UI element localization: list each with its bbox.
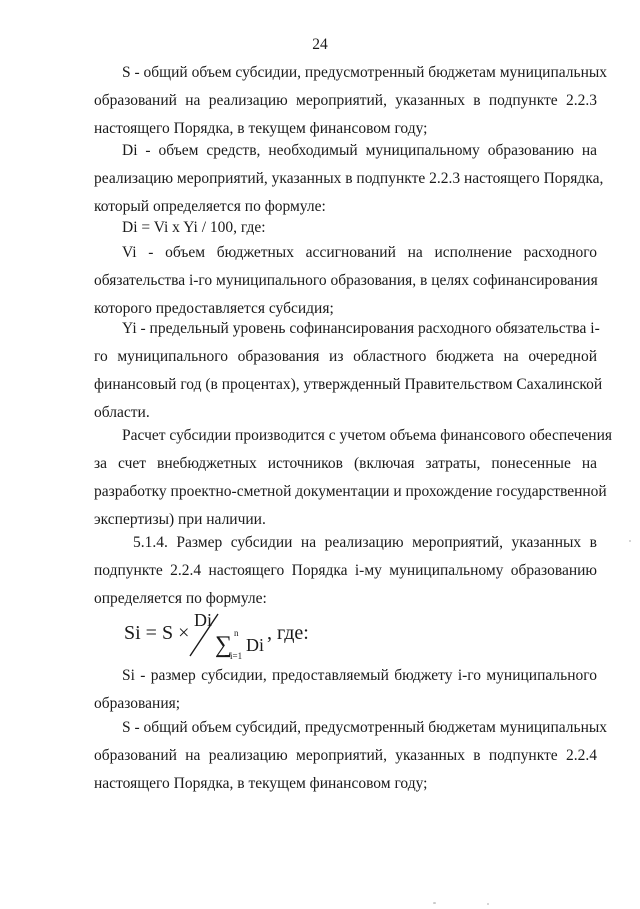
- text-line: Расчет субсидии производится с учетом объема финансового обеспечения: [122, 427, 613, 444]
- text-line: подпункте 2.2.4 настоящего Порядка i-му муниципальному образованию: [94, 562, 597, 579]
- text-line: реализацию мероприятий, указанных в подпункте 2.2.3 настоящего Порядка,: [94, 170, 604, 187]
- paragraph-di-definition: [94, 137, 604, 221]
- page-number: 24: [312, 36, 328, 53]
- paragraph-s-definition-2-2-3: [94, 59, 608, 143]
- paragraph-s-definition-2-2-4: [94, 714, 608, 798]
- text-line: обязательства i-го муниципального образования, в целях софинансирования: [94, 272, 598, 289]
- text-line: образования;: [94, 695, 181, 712]
- formula-denominator: Di: [246, 635, 264, 655]
- formula-sum-symbol: ∑: [215, 632, 233, 658]
- text-line: которого предоставляется субсидия;: [94, 300, 334, 317]
- formula-numerator: Di: [194, 610, 212, 630]
- paragraph-subsidy-calculation: [94, 422, 613, 534]
- text-line: настоящего Порядка, в текущем финансовом году;: [94, 120, 428, 137]
- text-line: S - общий объем субсидий, предусмотренный бюджетам муниципальных: [122, 719, 608, 736]
- text-line: 5.1.4. Размер субсидии на реализацию мероприятий, указанных в: [133, 534, 597, 551]
- formula-suffix: , где:: [267, 622, 309, 644]
- text-line: настоящего Порядка, в текущем финансовом году;: [94, 775, 428, 792]
- paragraph-si-definition: [94, 662, 597, 718]
- text-line: Yi - предельный уровень софинансирования расходного обязательства i-: [122, 320, 600, 337]
- si-formula-graphic: [124, 606, 354, 664]
- formula-sum-upper: n: [234, 628, 239, 638]
- scan-speck: [487, 903, 489, 905]
- si-formula: [124, 606, 354, 664]
- text-line: который определяется по формуле:: [94, 198, 326, 215]
- text-line: за счет внебюджетных источников (включая затраты, понесенные на: [94, 455, 597, 472]
- formula-lhs: Si = S ×: [124, 622, 190, 644]
- text-line: образований на реализацию мероприятий, указанных в подпункте 2.2.4: [94, 747, 597, 764]
- paragraph-di-formula: [94, 214, 597, 242]
- text-line: Di - объем средств, необходимый муниципальному образованию на: [122, 142, 597, 159]
- scan-speck: [629, 540, 631, 542]
- text-line: экспертизы) при наличии.: [94, 511, 266, 528]
- text-line: Di = Vi x Yi / 100, где:: [122, 219, 266, 236]
- paragraph-5-1-4: [94, 529, 597, 613]
- text-line: Vi - объем бюджетных ассигнований на исполнение расходного: [122, 244, 597, 261]
- text-line: S - общий объем субсидии, предусмотренный бюджетам муниципальных: [122, 64, 608, 81]
- text-line: области.: [94, 404, 150, 421]
- text-line: образований на реализацию мероприятий, указанных в подпункте 2.2.3: [94, 92, 597, 109]
- text-line: финансовый год (в процентах), утвержденный Правительством Сахалинской: [94, 376, 603, 393]
- text-line: определяется по формуле:: [94, 590, 267, 607]
- scan-speck: [433, 902, 436, 904]
- text-line: разработку проектно-сметной документации и прохождение государственной: [94, 483, 607, 500]
- formula-sum-lower: i=1: [230, 651, 243, 661]
- paragraph-yi-definition: [94, 315, 603, 427]
- text-line: Si - размер субсидии, предоставляемый бюджету i-го муниципального: [122, 667, 597, 684]
- paragraph-vi-definition: [94, 239, 597, 323]
- text-line: го муниципального образования из областного бюджета на очередной: [94, 348, 597, 365]
